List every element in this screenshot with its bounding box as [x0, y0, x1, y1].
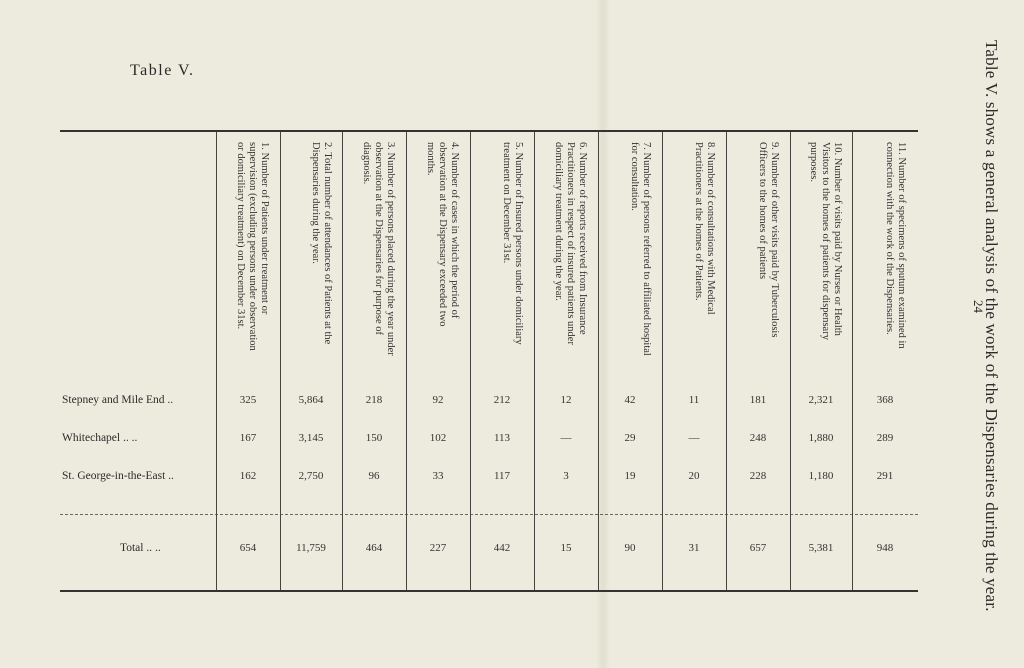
column-divider	[852, 132, 853, 590]
column-divider	[534, 132, 535, 590]
column-divider	[342, 132, 343, 590]
total-cell: 31	[688, 542, 700, 554]
table-cell: 19	[624, 470, 636, 482]
row-label: Stepney and Mile End ..	[62, 394, 174, 406]
table-cell: 291	[876, 470, 894, 482]
column-divider	[280, 132, 281, 590]
column-divider	[726, 132, 727, 590]
total-cell: 227	[429, 542, 447, 554]
table-cell: —	[688, 432, 700, 444]
total-cell: 11,759	[296, 542, 326, 554]
page-number: 24	[971, 300, 986, 313]
table-cell: 3,145	[298, 432, 324, 444]
table-cell: 12	[560, 394, 572, 406]
column-divider	[790, 132, 791, 590]
table-cell: 2,750	[298, 470, 324, 482]
column-header: 4. Number of cases in which the period of observation at the Dispensary exceeded two months.	[425, 142, 460, 327]
column-header: 1. Number of Patients under treatment or supervision (excluding persons under observation or domiciliary treatment) on December 31st.	[235, 142, 270, 351]
table-cell: 5,864	[298, 394, 324, 406]
table-cell: —	[560, 432, 572, 444]
table-cell: 2,321	[808, 394, 834, 406]
total-row-label: Total .. ..	[120, 542, 161, 554]
table-cell: 33	[432, 470, 444, 482]
column-header: 10. Number of visits paid by Nurses or Health Visitors to the homes of patients for dispensary purposes.	[808, 142, 843, 340]
total-cell: 442	[493, 542, 511, 554]
table-cell: 289	[876, 432, 894, 444]
column-header: 6. Number of reports received from Insurance Practitioners in respect of insured patients under domiciliary treatment during the year.	[553, 142, 588, 345]
table-cell: 1,180	[808, 470, 834, 482]
table-cell: 150	[365, 432, 383, 444]
intro-text: Table V. shows a general analysis of the work of the Dispensaries during the year.	[982, 40, 1001, 612]
table-cell: 29	[624, 432, 636, 444]
table-cell: 113	[493, 432, 511, 444]
column-divider	[470, 132, 471, 590]
column-header: 11. Number of specimens of sputum examined in connection with the work of the Dispensaries.	[884, 142, 907, 349]
total-cell: 5,381	[808, 542, 834, 554]
total-cell: 657	[749, 542, 767, 554]
column-header: 5. Number of Insured persons under domiciliary treatment on December 31st.	[501, 142, 524, 345]
column-divider	[662, 132, 663, 590]
table-cell: 162	[239, 470, 257, 482]
column-header: 2. Total number of attendances of Patients at the Dispensaries during the year.	[310, 142, 333, 345]
column-header: 9. Number of other visits paid by Tuberculosis Officers to the homes of patients	[757, 142, 780, 338]
table-cell: 3	[563, 470, 569, 482]
table-cell: 167	[239, 432, 257, 444]
total-cell: 654	[239, 542, 257, 554]
table-bottom-rule	[60, 590, 918, 592]
column-header: 7. Number of persons referred to affiliated hospital for consultation.	[629, 142, 652, 356]
table-cell: 92	[432, 394, 444, 406]
total-cell: 90	[624, 542, 636, 554]
row-label: St. George-in-the-East ..	[62, 470, 174, 482]
table-cell: 117	[493, 470, 511, 482]
table-cell: 325	[239, 394, 257, 406]
column-header: 8. Number of consultations with Medical Practitioners at the homes of Patients.	[693, 142, 716, 315]
table-cell: 96	[368, 470, 380, 482]
column-divider	[598, 132, 599, 590]
table-title: Table V.	[130, 62, 195, 79]
table-cell: 1,880	[808, 432, 834, 444]
table-cell: 212	[493, 394, 511, 406]
table-cell: 11	[688, 394, 700, 406]
total-cell: 15	[560, 542, 572, 554]
table-cell: 42	[624, 394, 636, 406]
column-header: 3. Number of persons placed during the year under observation at the Dispensaries for purpose of diagnosis.	[361, 142, 396, 356]
column-divider	[216, 132, 217, 590]
table-cell: 248	[749, 432, 767, 444]
row-label: Whitechapel .. ..	[62, 432, 138, 444]
table-cell: 20	[688, 470, 700, 482]
table-cell: 228	[749, 470, 767, 482]
table-cell: 368	[876, 394, 894, 406]
column-divider	[406, 132, 407, 590]
total-cell: 948	[876, 542, 894, 554]
table-cell: 181	[749, 394, 767, 406]
table-cell: 218	[365, 394, 383, 406]
total-cell: 464	[365, 542, 383, 554]
table-cell: 102	[429, 432, 447, 444]
